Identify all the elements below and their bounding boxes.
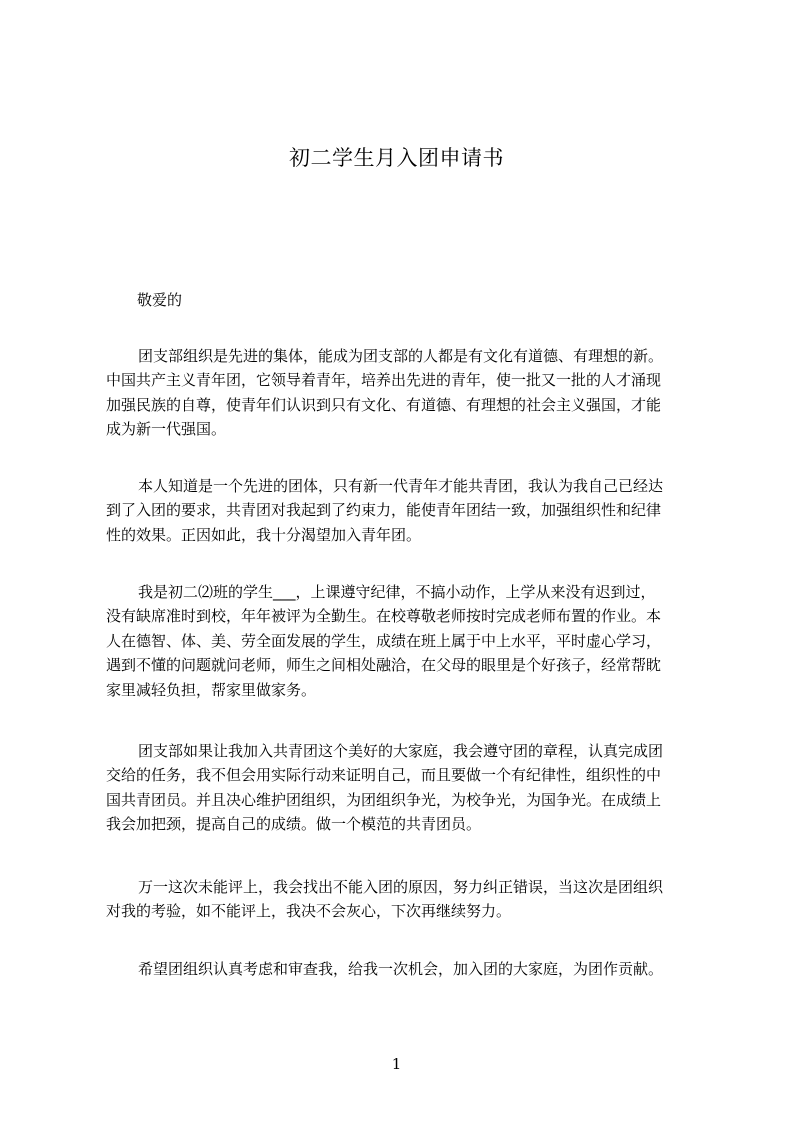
paragraph-line: 人在德智、体、美、劳全面发展的学生，成绩在班上属于中上水平，平时虚心学习， (106, 631, 662, 650)
paragraph-line: 希望团组织认真考虑和审查我，给我一次机会，加入团的大家庭，为团作贡献。 (138, 960, 664, 978)
paragraph-3 (106, 580, 696, 702)
paragraph-line: 万一这次未能评上，我会找出不能入团的原因，努力纠正错误，当这次是团组织 (138, 878, 664, 896)
salutation: 敬爱的 (137, 291, 183, 309)
paragraph-5 (106, 875, 696, 924)
paragraph-line: 加强民族的自尊，使青年们认识到只有文化、有道德、有理想的社会主义强国，才能 (106, 395, 662, 414)
paragraph-line: 本人知道是一个先进的团体，只有新一代青年才能共青团，我认为我自己已经达 (138, 477, 664, 495)
paragraph-line: 家里减轻负担，帮家里做家务。 (106, 680, 317, 699)
paragraph-line: 遇到不懂的问题就问老师，师生之间相处融洽，在父母的眼里是个好孩子，经常帮眈 (106, 656, 662, 675)
paragraph-line: 成为新一代强国。 (106, 420, 227, 439)
paragraph-line: 国共青团员。并且决心维护团组织，为团组织争光，为校争光，为国争光。在成绩上 (106, 790, 662, 809)
paragraph-line: 性的效果。正因如此，我十分渴望加入青年团。 (106, 525, 422, 544)
paragraph-line: 团支部如果让我加入共青团这个美好的大家庭，我会遵守团的章程，认真完成团 (138, 742, 664, 760)
paragraph-line: 交给的任务，我不但会用实际行动来证明自己，而且要做一个有纪律性，组织性的中 (106, 766, 662, 785)
paragraph-4 (106, 739, 696, 837)
paragraph-line: 到了入团的要求，共青团对我起到了约束力，能使青年团结一致，加强组织性和纪律 (106, 501, 662, 520)
page-number: 1 (391, 1055, 402, 1073)
paragraph-6 (106, 957, 696, 981)
document-title: 初二学生月入团申请书 (289, 146, 504, 170)
paragraph-1 (106, 344, 696, 442)
paragraph-line: 团支部组织是先进的集体，能成为团支部的人都是有文化有道德、有理想的新。 (138, 347, 664, 365)
paragraph-line: 中国共产主义青年团，它领导着青年，培养出先进的青年，使一批又一批的人才涌现 (106, 371, 662, 390)
paragraph-line: 没有缺席准时到校，年年被评为全勤生。在校尊敬老师按时完成老师布置的作业。本 (106, 607, 662, 626)
paragraph-line: 我会加把颈，提高自己的成绩。做一个模范的共青团员。 (106, 815, 482, 834)
paragraph-2 (106, 474, 696, 547)
paragraph-line: 我是初二⑵班的学生___，上课遵守纪律，不搞小动作，上学从来没有迟到过， (138, 583, 656, 601)
paragraph-line: 对我的考验，如不能评上，我决不会灰心，下次再继续努力。 (106, 902, 512, 921)
